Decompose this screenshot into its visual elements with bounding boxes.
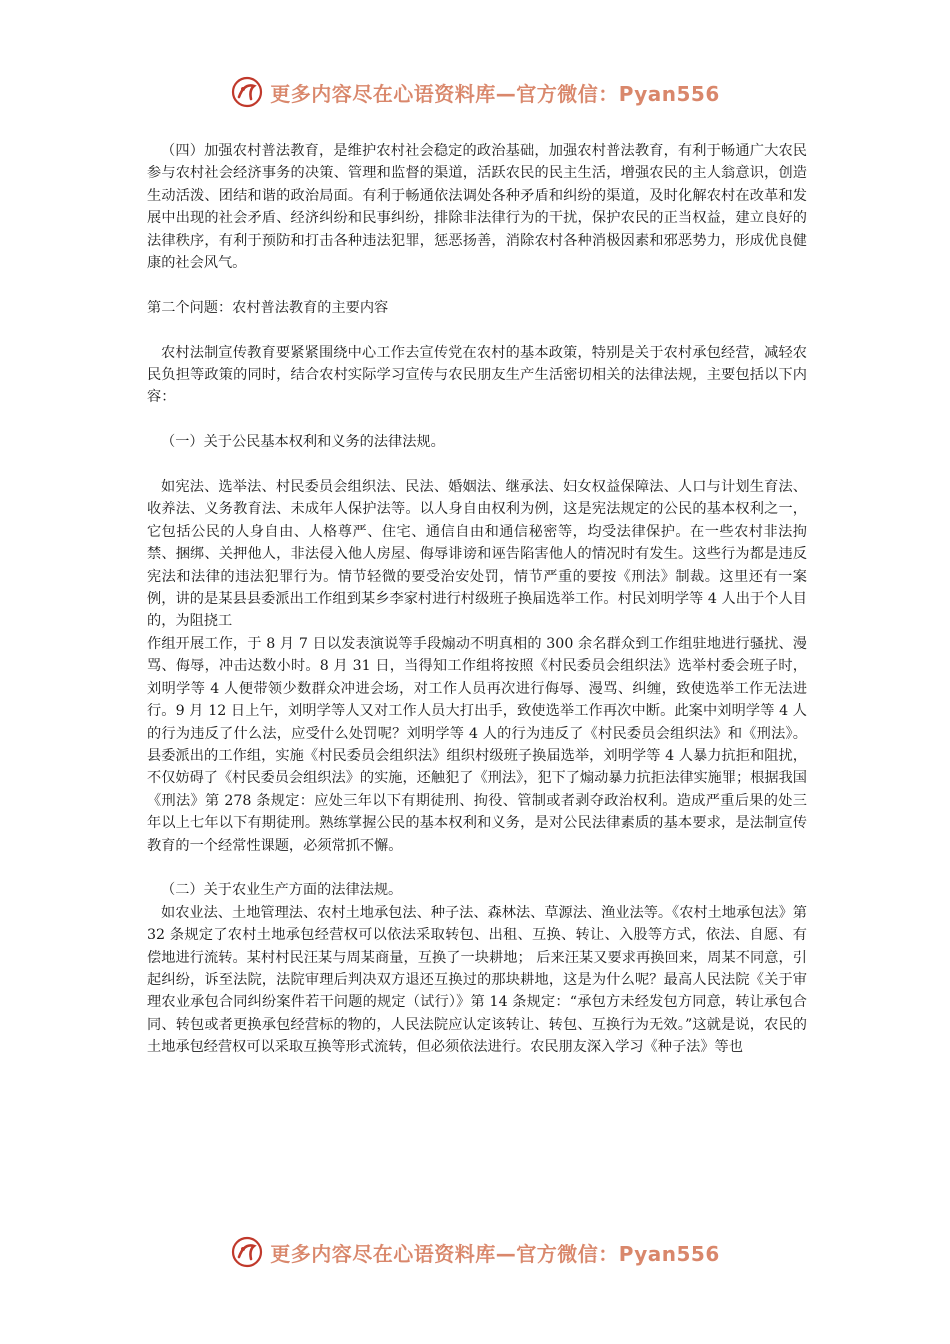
paragraph-section-four: （四）加强农村普法教育，是维护农村社会稳定的政治基础，加强农村普法教育，有利于畅通广大农民参与农村社会经济事务的决策、管理和监督的渠道，活跃农民的民主生活，增强农民的主人翁意识，创造生动活泼、团结和谐的政治局面。有利于畅通依法调处各种矛盾和纠纷的渠道，及时化解农村在改革和发展中出现的社会矛盾、经济纠纷和民事纠纷，排除非法律行为的干扰，保护农民的正当权益，建立良好的法律秩序，有利于预防和打击各种违法犯罪，惩恶扬善，消除农村各种消极因素和邪恶势力，形成优良健康的社会风气。: [147, 143, 807, 272]
seal-logo-icon: [230, 75, 264, 109]
header-banner: [0, 72, 950, 112]
paragraph-rights: 如宪法、选举法、村民委员会组织法、民法、婚姻法、继承法、妇女权益保障法、人口与计划生育法、收养法、义务教育法、未成年人保护法等。以人身自由权利为例，这是宪法规定的公民的基本权利之一，它包括公民的人身自由、人格尊严、住宅、通信自由和通信秘密等，均受法律保护。在一些农村非法拘禁、捆绑、关押他人，非法侵入他人房屋、侮辱诽谤和诬告陷害他人的情况时有发生。这些行为都是违反宪法和法律的违法犯罪行为。情节轻微的要受治安处罚，情节严重的要按《刑法》制裁。这里还有一案例，讲的是某县县委派出工作组到某乡李家村进行村级班子换届选举工作。村民刘明学等 4 人出于个人目的，为阻挠工: [147, 479, 807, 630]
subheading-two: （二）关于农业生产方面的法律法规。: [161, 882, 403, 899]
subheading-one: （一）关于公民基本权利和义务的法律法规。: [161, 434, 445, 451]
document-body: [147, 140, 807, 1059]
banner-text: 更多内容尽在心语资料库—官方微信：Pyan556: [270, 81, 720, 106]
heading-question-two: 第二个问题：农村普法教育的主要内容: [147, 299, 389, 316]
paragraph-intro: 农村法制宣传教育要紧紧围绕中心工作去宣传党在农村的基本政策，特别是关于农村承包经营，减轻农民负担等政策的同时，结合农村实际学习宣传与农民朋友生产生活密切相关的法律法规，主要包括以下内容：: [147, 344, 807, 406]
paragraph-agriculture: 如农业法、土地管理法、农村土地承包法、种子法、森林法、草源法、渔业法等。《农村土地承包法》第 32 条规定了农村土地承包经营权可以依法采取转包、出租、互换、转让、入股等方式，依法、自愿、有偿地进行流转。某村村民汪某与周某商量，互换了一块耕地； 后来汪某又要求再换回来，周某不同意，引起纠纷，诉至法院，法院审理后判决双方退还互换过的那块耕地，这是为什么呢？最高人民法院《关于审理农业承包合同纠纷案件若干问题的规定（试行）》第 14 条规定：“承包方未经发包方同意，转让承包合同、转包或者更换承包经营标的物的，人民法院应认定该转让、转包、互换行为无效。”这就是说，农民的土地承包经营权可以采取互换等形式流转，但必须依法进行。农民朋友深入学习《种子法》等也: [147, 904, 807, 1056]
footer-banner: [0, 1232, 950, 1272]
banner-text: 更多内容尽在心语资料库—官方微信：Pyan556: [270, 1241, 720, 1266]
seal-logo-icon: [230, 1235, 264, 1269]
paragraph-case: 作组开展工作，于 8 月 7 日以发表演说等手段煽动不明真相的 300 余名群众到工作组驻地进行骚扰、漫骂、侮辱，冲击达数小时。8 月 31 日，当得知工作组将按照《村民委员会组织法》选举村委会班子时，刘明学等 4 人便带领少数群众冲进会场，对工作人员再次进行侮辱、漫骂、纠缠，致使选举工作无法进行。9 月 12 日上午，刘明学等人又对工作人员大打出手，致使选举工作再次中断。此案中刘明学等 4 人的行为违反了什么法，应受什么处罚呢？刘明学等 4 人的行为违反了《村民委员会组织法》和《刑法》。县委派出的工作组，实施《村民委员会组织法》组织村级班子换届选举，刘明学等 4 人暴力抗拒和阻扰，不仅妨碍了《村民委员会组织法》的实施，还触犯了《刑法》，犯下了煽动暴力抗拒法律实施罪；根据我国《刑法》第 278 条规定：应处三年以下有期徒刑、拘役、管制或者剥夺政治权利。造成严重后果的处三年以上七年以下有期徒刑。熟练掌握公民的基本权利和义务，是对公民法律素质的基本要求，是法制宣传教育的一个经常性课题，必须常抓不懈。: [147, 635, 807, 854]
